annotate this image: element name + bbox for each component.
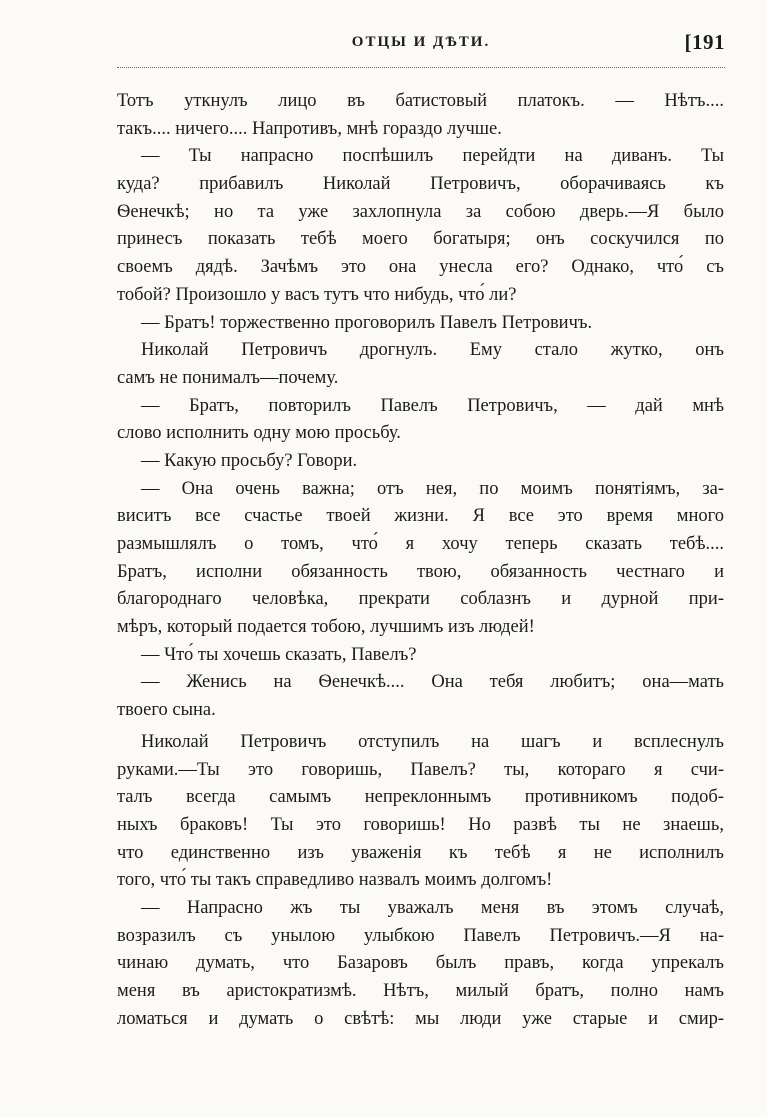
- text-line: что единственно изъ уваженія къ тебѣ я не исполнилъ: [117, 842, 724, 863]
- text-line: — Напрасно жъ ты уважалъ меня въ этомъ случаѣ,: [141, 897, 724, 918]
- text-line: Ѳенечкѣ; но та уже захлопнула за собою дверь.—Я было: [117, 201, 724, 222]
- text-line: — Братъ, повторилъ Павелъ Петровичъ, — дай мнѣ: [141, 395, 724, 416]
- text-line: — Какую просьбу? Говори.: [141, 450, 358, 471]
- text-line: тобой? Произошло у васъ тутъ что нибудь, что́ ли?: [117, 284, 517, 305]
- text-line: того, что́ ты такъ справедливо назвалъ моимъ долгомъ!: [117, 870, 553, 891]
- text-line: — Женись на Ѳенечкѣ.... Она тебя любитъ; она—мать: [141, 672, 724, 693]
- running-title: ОТЦЫ И ДѢТИ.: [351, 34, 491, 50]
- text-line: принесъ показать тебѣ моего богатыря; онъ соскучился по: [117, 229, 724, 250]
- body-text: [117, 88, 724, 1033]
- text-line: виситъ все счастье твоей жизни. Я все это время много: [117, 506, 724, 527]
- text-line: мѣръ, который подается тобою, лучшимъ изъ людей!: [117, 617, 535, 638]
- text-line: — Братъ! торжественно проговорилъ Павелъ Петровичъ.: [141, 312, 593, 333]
- text-line: такъ.... ничего.... Напротивъ, мнѣ гораздо лучше.: [117, 118, 502, 139]
- text-line: твоего сына.: [117, 700, 216, 721]
- text-line: — Она очень важна; отъ нея, по моимъ понятіямъ, за-: [141, 478, 724, 499]
- header-rule: [117, 67, 725, 68]
- text-line: возразилъ съ унылою улыбкою Павелъ Петровичъ.—Я на-: [117, 925, 724, 946]
- text-line: — Ты напрасно поспѣшилъ перейдти на диванъ. Ты: [141, 146, 724, 167]
- text-line: благороднаго человѣка, прекрати соблазнъ и дурной при-: [117, 589, 724, 610]
- text-line: ломаться и думать о свѣтѣ: мы люди уже старые и смир-: [117, 1008, 724, 1029]
- page-number: [191: [684, 30, 725, 54]
- text-line: меня въ аристократизмѣ. Нѣтъ, милый братъ, полно намъ: [117, 981, 724, 1001]
- text-line: Тотъ уткнулъ лицо въ батистовый платокъ. — Нѣтъ....: [117, 91, 724, 111]
- text-line: своемъ дядѣ. Зачѣмъ это она унесла его? Однако, что́ съ: [117, 257, 724, 278]
- text-line: Братъ, исполни обязанность твою, обязанность честнаго и: [117, 561, 724, 582]
- running-head: [117, 30, 725, 70]
- text-line: — Что́ ты хочешь сказать, Павелъ?: [141, 644, 417, 665]
- text-line: талъ всегда самымъ непреклоннымъ противникомъ подоб-: [117, 787, 724, 808]
- text-line: слово исполнить одну мою просьбу.: [117, 423, 401, 444]
- text-line: куда? прибавилъ Николай Петровичъ, оборачиваясь къ: [117, 174, 724, 195]
- text-line: самъ не понималъ—почему.: [117, 367, 339, 388]
- text-line: руками.—Ты это говоришь, Павелъ? ты, котораго я счи-: [117, 759, 724, 780]
- text-line: Николай Петровичъ отступилъ на шагъ и всплеснулъ: [141, 731, 724, 752]
- text-line: ныхъ браковъ! Ты это говоришь! Но развѣ ты не знаешь,: [117, 814, 724, 835]
- text-line: Николай Петровичъ дрогнулъ. Ему стало жутко, онъ: [141, 340, 724, 361]
- text-line: размышлялъ о томъ, что́ я хочу теперь сказать тебѣ....: [117, 534, 724, 554]
- text-line: чинаю думать, что Базаровъ былъ правъ, когда упрекалъ: [117, 953, 724, 974]
